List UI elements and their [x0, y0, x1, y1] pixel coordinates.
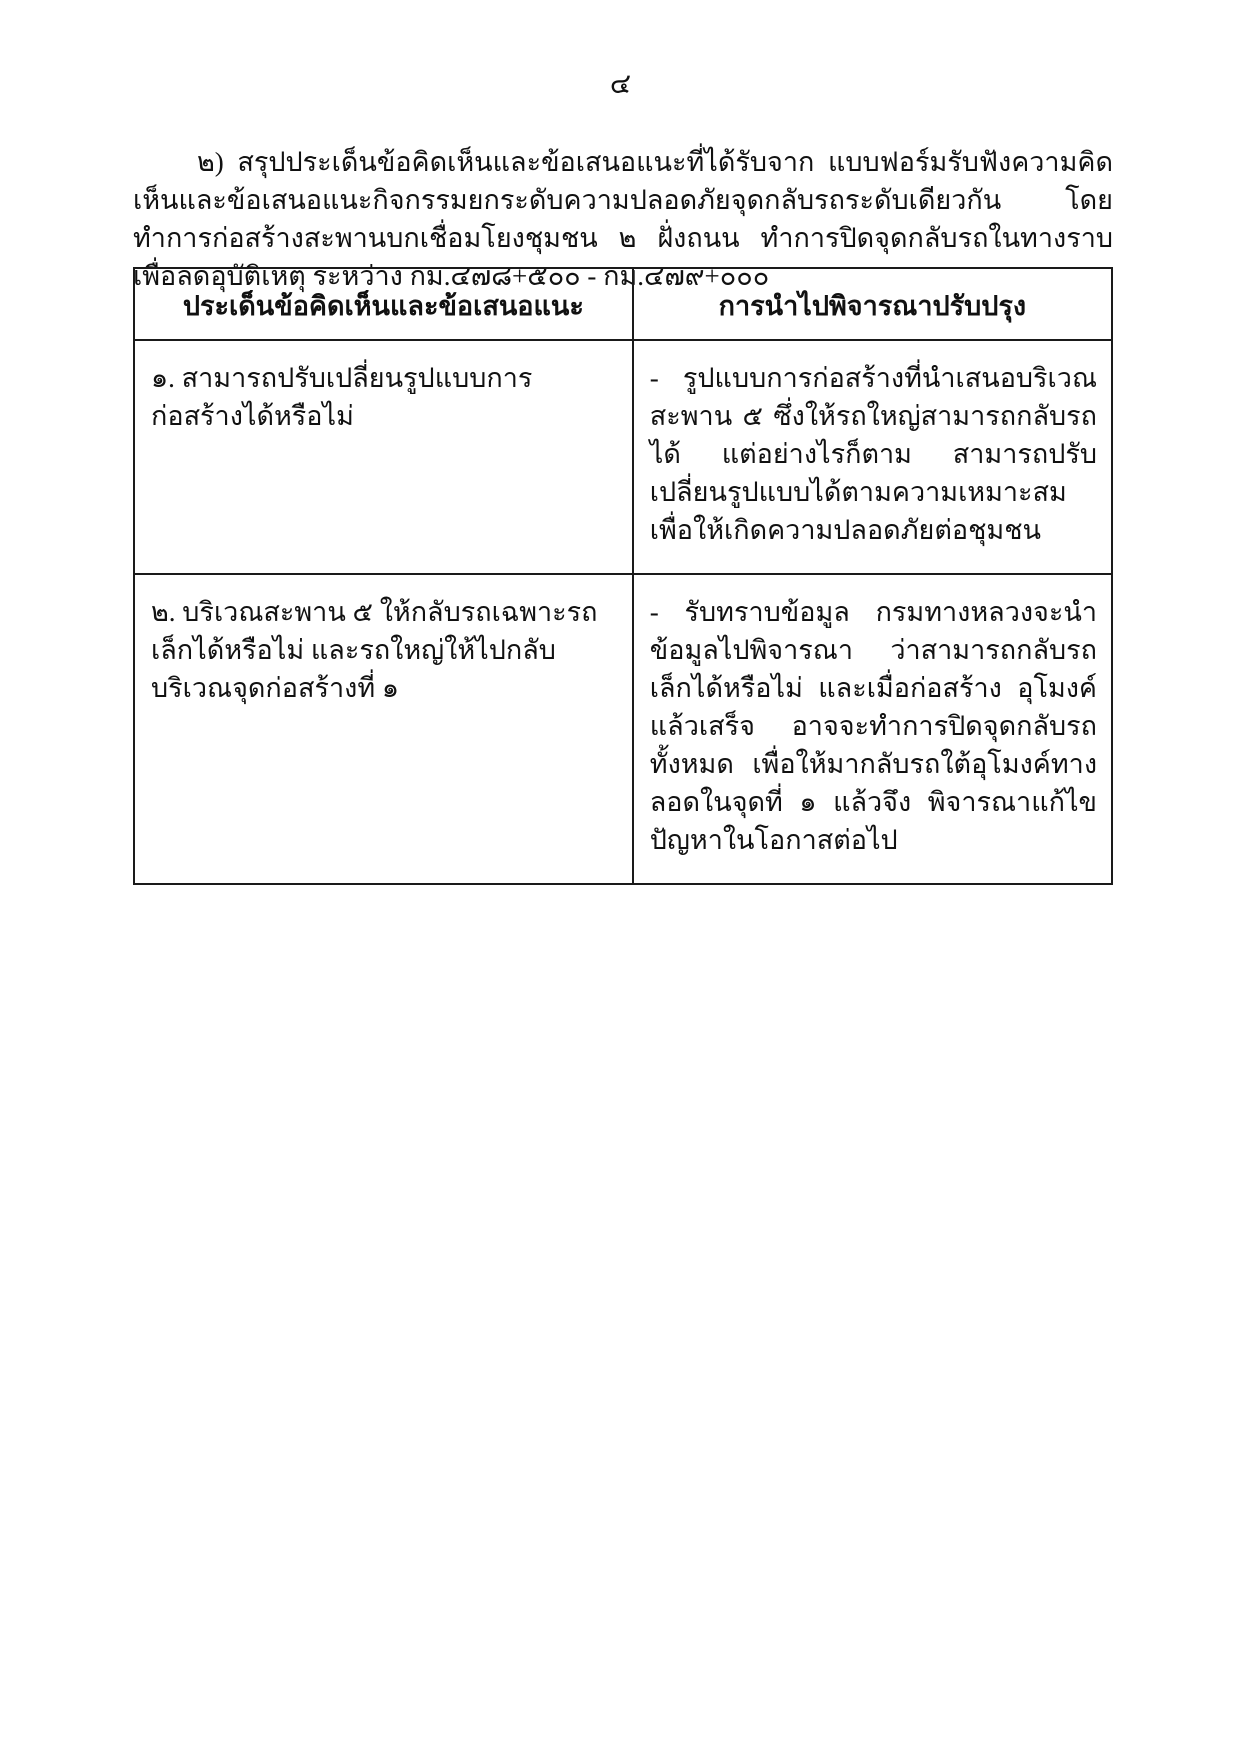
row1-issue-cell: ๑. สามารถปรับเปลี่ยนรูปแบบการก่อสร้างได้หรือไม่	[134, 340, 633, 574]
table-header-row	[134, 268, 1112, 340]
header-consideration: การนำไปพิจารณาปรับปรุง	[633, 268, 1112, 340]
header-issue: ประเด็นข้อคิดเห็นและข้อเสนอแนะ	[134, 268, 633, 340]
row1-consideration-cell: - รูปแบบการก่อสร้างที่นำเสนอบริเวณสะพาน ๕ ซึ่งให้รถใหญ่สามารถกลับรถได้ แต่อย่างไรก็ตาม สามารถปรับเปลี่ยนรูปแบบได้ตามความเหมาะสม เพื่อให้เกิดความปลอดภัยต่อชุมชน	[633, 340, 1112, 574]
row2-consideration-cell: - รับทราบข้อมูล กรมทางหลวงจะนำข้อมูลไปพิจารณา ว่าสามารถกลับรถเล็กได้หรือไม่ และเมื่อก่อสร้าง อุโมงค์แล้วเสร็จ อาจจะทำการปิดจุดกลับรถทั้งหมด เพื่อให้มากลับรถใต้อุโมงค์ทางลอดในจุดที่ ๑ แล้วจึง พิจารณาแก้ไขปัญหาในโอกาสต่อไป	[633, 574, 1112, 884]
row2-issue-cell: ๒. บริเวณสะพาน ๕ ให้กลับรถเฉพาะรถเล็กได้หรือไม่ และรถใหญ่ให้ไปกลับบริเวณจุดก่อสร้างที่ ๑	[134, 574, 633, 884]
intro-paragraph: ๒) สรุปประเด็นข้อคิดเห็นและข้อเสนอแนะที่ได้รับจาก แบบฟอร์มรับฟังความคิดเห็นและข้อเสนอแนะกิจกรรมยกระดับความปลอดภัยจุดกลับรถระดับเดียวกัน โดยทำการก่อสร้างสะพานบกเชื่อมโยงชุมชน ๒ ฝั่งถนน ทำการปิดจุดกลับรถในทางราบเพื่อลดอุบัติเหตุ ระหว่าง กม.๔๗๘+๕๐๐ - กม.๔๗๙+๐๐๐	[133, 147, 1113, 291]
page-number: ๔	[609, 69, 632, 100]
comments-table	[133, 267, 1113, 885]
table-row	[134, 340, 1112, 574]
table-row	[134, 574, 1112, 884]
